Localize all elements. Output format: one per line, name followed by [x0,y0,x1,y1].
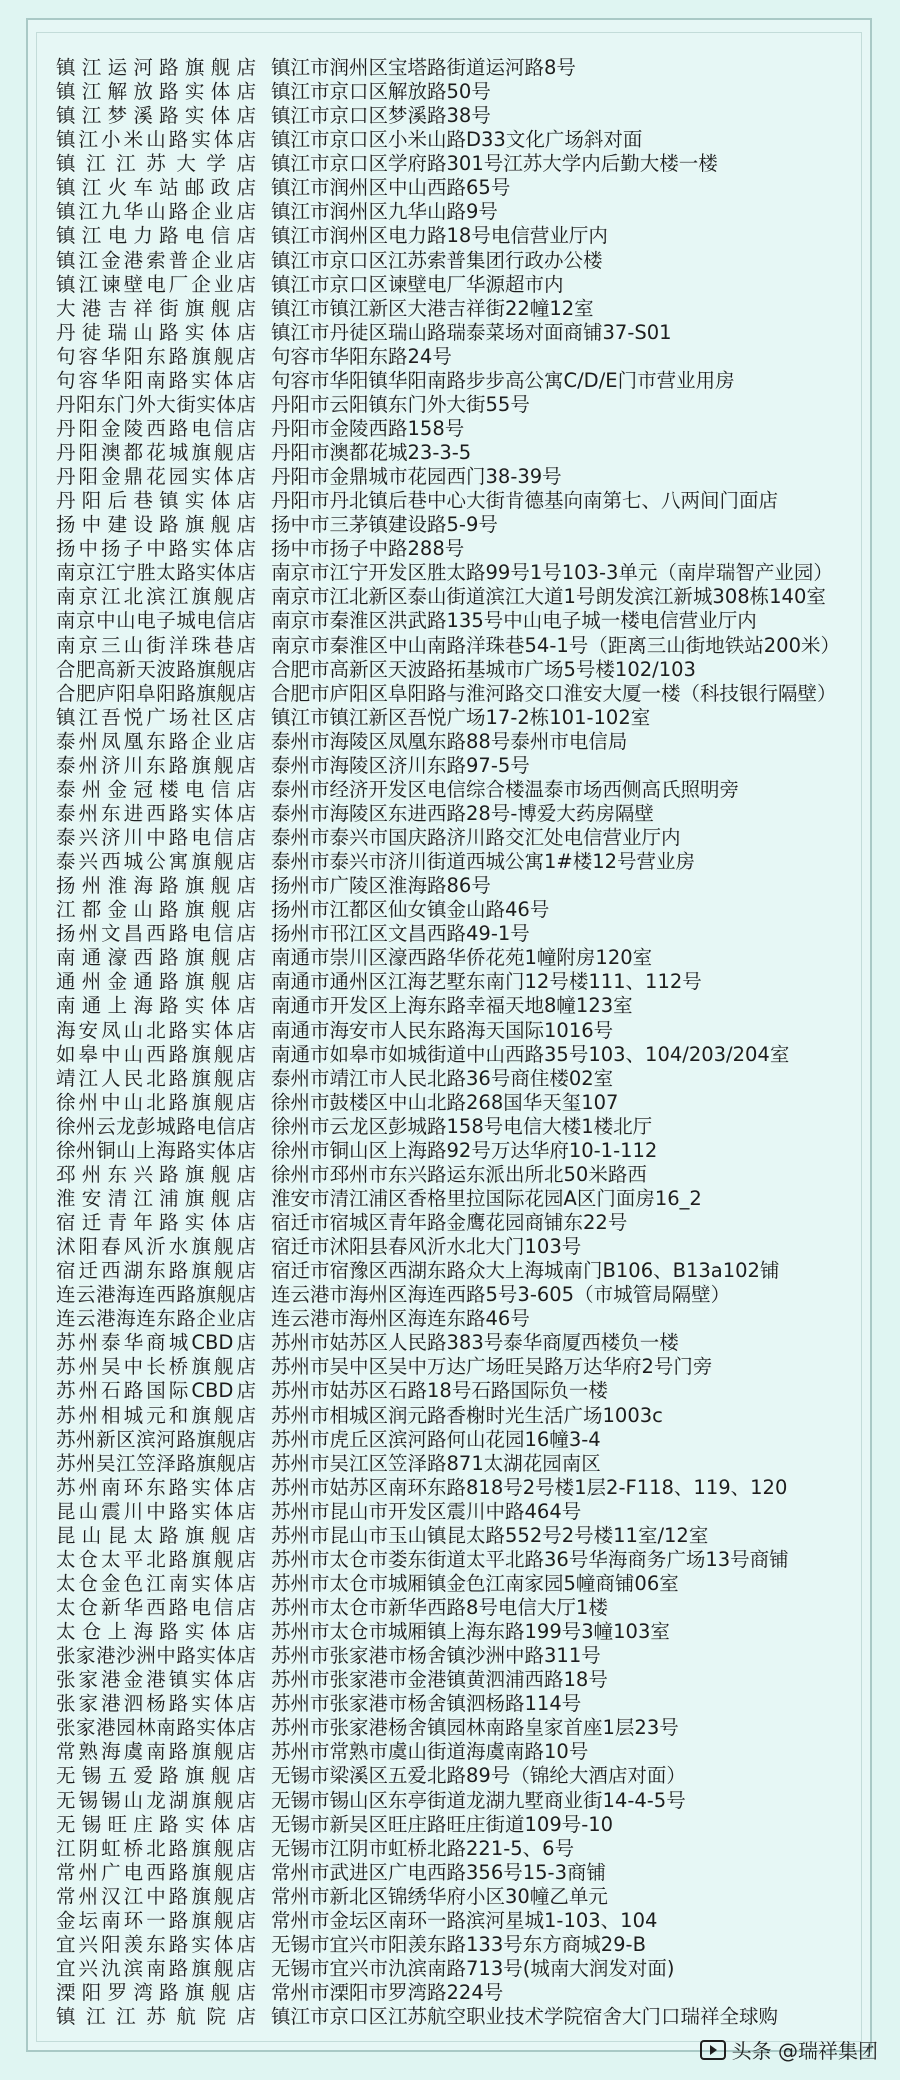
store-name: 宜兴阳羡东路实体店 [56,1932,256,1956]
store-row [56,1500,866,1524]
store-row [56,994,866,1018]
store-name: 南京江北滨江旗舰店 [56,585,256,609]
store-address: 徐州市铜山区上海路92号万达华府10-1-112 [271,1138,658,1162]
store-address: 苏州市姑苏区南环东路818号2号楼1层2-F118、119、120 [271,1475,788,1499]
store-name: 丹徒瑞山路实体店 [56,320,256,344]
store-row [56,826,866,850]
store-name: 无锡五爱路旗舰店 [56,1764,256,1788]
store-address: 苏州市姑苏区石路18号石路国际负一楼 [271,1379,608,1403]
store-row [56,970,866,994]
store-name: 丹阳澳都花城旗舰店 [56,441,256,464]
store-name: 徐州中山北路旗舰店 [56,1090,256,1114]
store-address: 无锡市锡山区东亭街道龙湖九墅商业街14-4-5号 [271,1788,686,1812]
store-address: 南京市秦淮区洪武路135号中山电子城一楼电信营业厅内 [271,609,757,633]
store-name: 镇江九华山路企业店 [56,200,256,224]
store-name: 合肥高新天波路旗舰店 [56,657,256,681]
store-name: 徐州云龙彭城路电信店 [56,1114,256,1138]
store-name: 丹阳金鼎花园实体店 [56,465,256,489]
store-address: 苏州市吴中区吴中万达广场旺吴路万达华府2号门旁 [271,1355,713,1379]
store-row [56,513,866,537]
store-address: 南通市海安市人民东路海天国际1016号 [271,1018,614,1042]
store-name: 合肥庐阳阜阳路旗舰店 [56,681,256,705]
store-row [56,441,866,465]
store-row [56,1524,866,1548]
store-address: 无锡市新吴区旺庄路旺庄街道109号-10 [271,1812,614,1836]
store-address: 句容市华阳东路24号 [271,344,452,368]
store-name: 江都金山路旗舰店 [56,898,256,922]
store-row [56,224,866,248]
store-address: 镇江市京口区解放路50号 [271,80,491,104]
store-address: 无锡市宜兴市阳羡东路133号东方商城29-B [271,1932,646,1956]
store-row [56,1668,866,1692]
store-name: 连云港海连西路旗舰店 [56,1283,256,1307]
store-name: 通州金通路旗舰店 [56,970,256,994]
toutiao-logo-icon [700,2040,726,2060]
store-name: 江阴虹桥北路旗舰店 [56,1836,256,1860]
store-row [56,465,866,489]
store-row [56,1548,866,1572]
store-name: 镇江吾悦广场社区店 [56,705,256,729]
store-address: 南通市崇川区濠西路华侨花苑1幢附房120室 [271,946,653,970]
store-address: 苏州市太仓市新华西路8号电信大厅1楼 [271,1596,608,1619]
store-name: 泰州东进西路实体店 [56,801,256,825]
store-row [56,850,866,874]
store-row [56,946,866,970]
store-row [56,417,866,441]
store-address: 泰州市经济开发区电信综合楼温泰市场西侧高氏照明旁 [271,777,740,801]
store-name: 镇江金港索普企业店 [56,248,256,272]
store-row [56,1283,866,1307]
store-address: 镇江市镇江新区吾悦广场17-2栋101-102室 [271,705,651,729]
store-address: 扬中市三茅镇建设路5-9号 [271,513,498,537]
store-name: 丹阳后巷镇实体店 [56,489,256,513]
store-name: 南通濠西路旗舰店 [56,946,256,970]
store-address: 泰州市泰兴市国庆路济川路交汇处电信营业厅内 [271,826,681,849]
store-row [56,1331,866,1355]
store-address: 扬州市邗江区文昌西路49-1号 [271,922,530,946]
store-name: 泰州济川东路旗舰店 [56,753,256,777]
store-row [56,1740,866,1764]
store-name: 宜兴氿滨南路旗舰店 [56,1956,256,1980]
store-name: 海安凤山北路实体店 [56,1018,256,1042]
store-address: 徐州市鼓楼区中山北路268国华天玺107 [271,1090,619,1114]
store-address: 宿迁市宿豫区西湖东路众大上海城南门B106、B13a102铺 [271,1259,780,1283]
store-name: 大港吉祥街旗舰店 [56,296,256,320]
store-name: 张家港沙洲中路实体店 [56,1644,256,1668]
store-address: 无锡市梁溪区五爱北路89号（锦纶大酒店对面） [271,1764,686,1788]
store-name: 镇江江苏大学店 [56,152,256,176]
store-name: 句容华阳南路实体店 [56,368,256,392]
store-address: 宿迁市沭阳县春风沂水北大门103号 [271,1235,582,1259]
store-name: 太仓金色江南实体店 [56,1571,256,1595]
store-address: 南京市江北新区泰山街道滨江大道1号朗发滨江新城308栋140室 [271,585,826,609]
store-name: 镇江梦溪路实体店 [56,104,256,128]
store-row [56,1452,866,1476]
store-address: 连云港市海州区海连西路5号3-605（市城管局隔壁） [271,1283,731,1307]
store-name: 南通上海路实体店 [56,994,256,1018]
store-address: 丹阳市云阳镇东门外大街55号 [271,392,530,416]
store-address: 苏州市太仓市娄东街道太平北路36号华海商务广场13号商铺 [271,1547,789,1571]
store-address: 常州市金坛区南环一路滨河星城1-103、104 [271,1908,658,1932]
store-name: 苏州新区滨河路旗舰店 [56,1427,256,1451]
store-row [56,1476,866,1500]
store-row [56,754,866,778]
store-address: 镇江市镇江新区大港吉祥街22幢12室 [271,296,594,320]
store-name: 镇江火车站邮政店 [56,176,256,200]
store-row [56,1789,866,1813]
store-address: 常州市武进区广电西路356号15-3商铺 [271,1860,606,1884]
store-address: 镇江市京口区江苏索普集团行政办公楼 [271,248,603,272]
store-row [56,658,866,682]
store-row [56,537,866,561]
store-name: 金坛南环一路旗舰店 [56,1908,256,1932]
store-row [56,778,866,802]
store-name: 苏州吴中长桥旗舰店 [56,1355,256,1379]
store-name: 溧阳罗湾路旗舰店 [56,1981,256,2004]
store-name: 泰州金冠楼电信店 [56,777,256,801]
store-address: 丹阳市金陵西路158号 [271,416,465,440]
store-name: 泰兴济川中路电信店 [56,826,256,849]
store-address: 泰州市海陵区东进西路28号-博爱大药房隔壁 [271,801,654,825]
store-row [56,1404,866,1428]
store-row [56,1861,866,1885]
store-address: 徐州市邳州市东兴路运东派出所北50米路西 [271,1162,647,1186]
store-address: 苏州市吴江区笠泽路871太湖花园南区 [271,1451,601,1475]
store-name: 镇江解放路实体店 [56,80,256,104]
store-row [56,1716,866,1740]
store-row [56,730,866,754]
store-row [56,1211,866,1235]
store-name: 南京中山电子城电信店 [56,609,256,633]
store-name: 靖江人民北路旗舰店 [56,1066,256,1090]
store-row [56,1259,866,1283]
store-name: 泰州凤凰东路企业店 [56,729,256,753]
store-address: 南通市通州区江海艺墅东南门12号楼111、112号 [271,970,702,994]
store-name: 张家港泗杨路实体店 [56,1692,256,1716]
store-row [56,1764,866,1788]
store-address: 镇江市京口区小米山路D33文化广场斜对面 [271,128,643,152]
store-row [56,489,866,513]
store-row [56,1355,866,1379]
store-name: 如皋中山西路旗舰店 [56,1042,256,1066]
store-address: 南通市如皋市如城街道中山西路35号103、104/203/204室 [271,1042,790,1066]
store-address: 镇江市润州区九华山路9号 [271,200,498,224]
store-name: 南京三山街洋珠巷店 [56,633,256,657]
store-row [56,1139,866,1163]
store-name: 南京江宁胜太路实体店 [56,561,256,585]
store-row [56,874,866,898]
store-address: 宿迁市宿城区青年路金鹰花园商铺东22号 [271,1211,628,1234]
store-address: 苏州市张家港市杨舍镇沙洲中路311号 [271,1644,601,1668]
store-address: 镇江市润州区宝塔路街道运河路8号 [271,56,576,79]
store-address: 扬州市广陵区淮海路86号 [271,874,491,898]
store-name: 句容华阳东路旗舰店 [56,344,256,368]
store-address: 镇江市润州区中山西路65号 [271,176,511,200]
store-row [56,200,866,224]
store-address: 常州市新北区锦绣华府小区30幢乙单元 [271,1884,608,1908]
store-address: 南京市秦淮区中山南路洋珠巷54-1号（距离三山街地铁站200米） [271,633,840,657]
store-row [56,1235,866,1259]
store-address: 镇江市丹徒区瑞山路瑞泰菜场对面商铺37-S01 [271,320,672,344]
store-name: 镇江谏壁电厂企业店 [56,272,256,296]
store-row [56,1067,866,1091]
store-row [56,104,866,128]
store-row [56,1043,866,1067]
store-name: 无锡旺庄路实体店 [56,1812,256,1836]
store-row [56,1885,866,1909]
store-row [56,1933,866,1957]
store-name: 邳州东兴路旗舰店 [56,1162,256,1186]
store-row [56,802,866,826]
store-address: 泰州市泰兴市济川街道西城公寓1#楼12号营业房 [271,850,696,874]
store-address: 句容市华阳镇华阳南路步步高公寓C/D/E门市营业用房 [271,368,735,392]
store-row [56,1163,866,1187]
store-name: 连云港海连东路企业店 [56,1307,256,1331]
store-row [56,297,866,321]
store-address: 镇江市京口区谏壁电厂华源超市内 [271,272,564,296]
store-row [56,1837,866,1861]
store-row [56,585,866,609]
store-row [56,1981,866,2005]
store-row [56,561,866,585]
store-address: 南京市江宁开发区胜太路99号1号103-3单元（南岸瑞智产业园） [271,561,833,585]
store-row [56,1572,866,1596]
store-address: 泰州市靖江市人民北路36号商住楼02室 [271,1066,614,1090]
store-row [56,2005,866,2029]
store-row [56,80,866,104]
watermark-text: 头条 @瑞祥集团 [731,2039,878,2063]
store-name: 扬中建设路旗舰店 [56,513,256,537]
store-name: 沭阳春风沂水旗舰店 [56,1235,256,1259]
store-address: 丹阳市丹北镇后巷中心大街肯德基向南第七、八两间门面店 [271,489,779,513]
store-row [56,56,866,80]
store-address: 丹阳市金鼎城市花园西门38-39号 [271,465,562,489]
store-name: 苏州南环东路实体店 [56,1475,256,1499]
store-name: 昆山震川中路实体店 [56,1499,256,1523]
store-name: 宿迁西湖东路旗舰店 [56,1259,256,1283]
store-row [56,898,866,922]
store-name: 太仓太平北路旗舰店 [56,1547,256,1571]
store-name: 泰兴西城公寓旗舰店 [56,850,256,874]
store-address: 苏州市常熟市虞山街道海虞南路10号 [271,1740,589,1764]
store-row [56,706,866,730]
store-address: 扬中市扬子中路288号 [271,537,465,561]
store-name: 常熟海虞南路旗舰店 [56,1740,256,1764]
store-row [56,1620,866,1644]
store-row [56,345,866,369]
store-name: 苏州石路国际CBD店 [56,1379,256,1403]
store-address: 常州市溧阳市罗湾路224号 [271,1981,504,2004]
store-name: 张家港金港镇实体店 [56,1668,256,1692]
store-address: 镇江市京口区学府路301号江苏大学内后勤大楼一楼 [271,152,718,176]
store-name: 镇江小米山路实体店 [56,128,256,152]
store-name: 昆山昆太路旗舰店 [56,1523,256,1547]
store-name: 苏州泰华商城CBD店 [56,1331,256,1355]
store-name: 徐州铜山上海路实体店 [56,1138,256,1162]
store-row [56,321,866,345]
store-row [56,176,866,200]
store-row [56,1428,866,1452]
store-address: 合肥市高新区天波路拓基城市广场5号楼102/103 [271,657,696,681]
store-row [56,922,866,946]
store-row [56,682,866,706]
store-name: 张家港园林南路实体店 [56,1716,256,1740]
store-row [56,393,866,417]
store-row [56,1596,866,1620]
store-name: 常州汉江中路旗舰店 [56,1884,256,1908]
store-address: 苏州市虎丘区滨河路何山花园16幢3-4 [271,1427,601,1451]
store-row [56,249,866,273]
store-address: 苏州市相城区润元路香榭时光生活广场1003c [271,1403,663,1427]
store-name: 镇江运河路旗舰店 [56,56,256,79]
store-address: 南通市开发区上海东路幸福天地8幢123室 [271,994,633,1018]
store-address: 苏州市姑苏区人民路383号泰华商厦西楼负一楼 [271,1331,679,1355]
store-row [56,1307,866,1331]
store-row [56,1957,866,1981]
store-name: 扬州文昌西路电信店 [56,922,256,946]
store-name: 镇江江苏航院店 [56,2005,256,2029]
store-address: 苏州市张家港市杨舍镇泗杨路114号 [271,1692,582,1716]
store-row [56,1692,866,1716]
store-row [56,1909,866,1933]
store-address: 丹阳市澳都花城23-3-5 [271,441,472,464]
store-row [56,1115,866,1139]
store-address: 扬州市江都区仙女镇金山路46号 [271,898,550,922]
store-address: 苏州市张家港市金港镇黄泗浦西路18号 [271,1668,608,1692]
store-address: 连云港市海州区海连东路46号 [271,1307,530,1331]
store-row [56,273,866,297]
store-address: 镇江市润州区电力路18号电信营业厅内 [271,224,608,248]
store-address: 泰州市海陵区凤凰东路88号泰州市电信局 [271,729,628,753]
store-row [56,152,866,176]
store-name: 苏州吴江笠泽路旗舰店 [56,1451,256,1475]
store-address: 苏州市太仓市城厢镇上海东路199号3幢103室 [271,1620,670,1644]
store-address: 淮安市清江浦区香格里拉国际花园A区门面房16_2 [271,1186,702,1210]
store-name: 丹阳金陵西路电信店 [56,416,256,440]
store-name: 太仓上海路实体店 [56,1620,256,1644]
store-row [56,634,866,658]
store-address: 苏州市昆山市开发区震川中路464号 [271,1499,582,1523]
store-name: 淮安清江浦旗舰店 [56,1186,256,1210]
store-name: 苏州相城元和旗舰店 [56,1403,256,1427]
store-name: 无锡锡山龙湖旗舰店 [56,1788,256,1812]
store-name: 扬中扬子中路实体店 [56,537,256,561]
store-address: 徐州市云龙区彭城路158号电信大楼1楼北厅 [271,1114,653,1138]
store-row [56,1019,866,1043]
store-name: 宿迁青年路实体店 [56,1211,256,1234]
store-list [56,56,866,2029]
store-name: 丹阳东门外大街实体店 [56,392,256,416]
store-row [56,1644,866,1668]
store-name: 扬州淮海路旗舰店 [56,874,256,898]
store-row [56,1187,866,1211]
store-address: 苏州市太仓市城厢镇金色江南家园5幢商铺06室 [271,1571,679,1595]
store-row [56,369,866,393]
store-row [56,1091,866,1115]
store-address: 无锡市宜兴市氿滨南路713号(城南大润发对面) [271,1956,675,1980]
store-name: 常州广电西路旗舰店 [56,1860,256,1884]
store-name: 镇江电力路电信店 [56,224,256,248]
store-row [56,609,866,633]
store-row [56,128,866,152]
watermark [700,2035,878,2064]
store-address: 合肥市庐阳区阜阳路与淮河路交口淮安大厦一楼（科技银行隔壁） [271,681,837,705]
store-address: 镇江市京口区梦溪路38号 [271,104,491,128]
store-address: 苏州市张家港杨舍镇园林南路皇家首座1层23号 [271,1716,679,1740]
store-address: 镇江市京口区江苏航空职业技术学院宿舍大门口瑞祥全球购 [271,2005,779,2029]
store-address: 泰州市海陵区济川东路97-5号 [271,753,530,777]
store-row [56,1379,866,1403]
store-address: 无锡市江阴市虹桥北路221-5、6号 [271,1836,575,1860]
store-address: 苏州市昆山市玉山镇昆太路552号2号楼11室/12室 [271,1523,709,1547]
store-name: 太仓新华西路电信店 [56,1596,256,1619]
store-row [56,1813,866,1837]
